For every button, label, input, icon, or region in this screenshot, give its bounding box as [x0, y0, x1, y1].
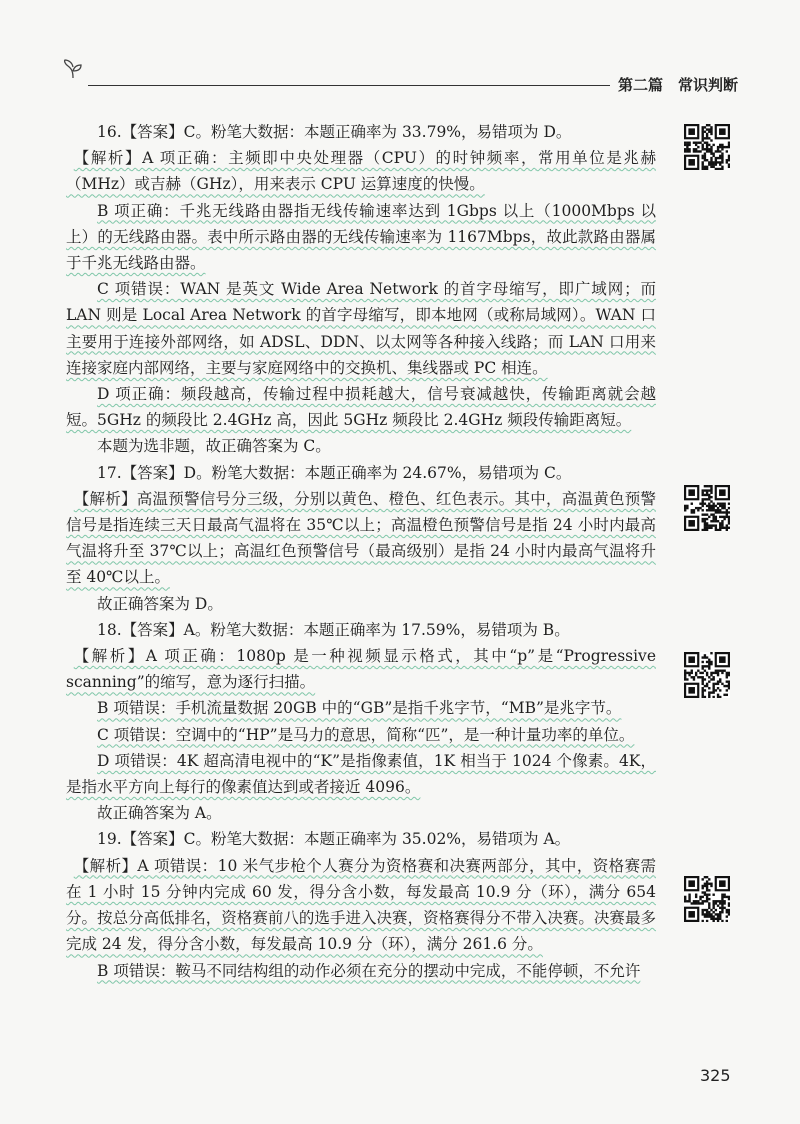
qr-code-icon[interactable] — [684, 485, 730, 531]
option-paragraph — [66, 748, 656, 800]
option-text: C 项错误：WAN 是英文 Wide Area Network 的首字母缩写，即广域网；而 LAN 则是 Local Area Network 的首字母缩写，即本地网（或称局域网）。WAN 口主要用于连接外部网络，如 ADSL、DDN、以太网等各种接入线路；而 LAN 口用来连接家庭内部网络，主要与家庭网络中的交换机、集线器或 PC 相连。 — [66, 280, 656, 377]
qr-code-icon[interactable] — [684, 124, 730, 170]
option-paragraph — [66, 695, 656, 721]
header-rule — [88, 85, 610, 86]
option-paragraph — [66, 198, 656, 277]
conclusion-paragraph: 故正确答案为 D。 — [97, 594, 223, 613]
option-text: B 项错误：鞍马不同结构组的动作必须在充分的摆动中完成，不能停顿，不允许 — [97, 961, 641, 980]
analysis-text: 【解析】高温预警信号分三级，分别以黄色、橙色、红色表示。其中，高温黄色预警信号是指连续三天日最高气温将在 35℃以上；高温橙色预警信号是指 24 小时内最高气温将升至 37℃以上；高温红色预警信号（最高级别）是指 24 小时内最高气温将升至 40℃以上。 — [66, 489, 656, 587]
qr-code-icon[interactable] — [684, 652, 730, 698]
analysis-text: 【解析】A 项正确：主频即中央处理器（CPU）的时钟频率，常用单位是兆赫（MHz）或吉赫（GHz），用来表示 CPU 运算速度的快慢。 — [66, 149, 656, 194]
option-paragraph — [66, 722, 656, 748]
analysis-text: 【解析】A 项正确：1080p 是一种视频显示格式，其中“p”是“Progressive scanning”的缩写，意为逐行扫描。 — [66, 647, 656, 692]
option-text: D 项错误：4K 超高清电视中的“K”是指像素值，1K 相当于 1024 个像素。4K，是指水平方向上每行的像素值达到或者接近 4096。 — [66, 751, 656, 797]
analysis-paragraph — [66, 145, 656, 197]
analysis-paragraph — [66, 486, 656, 591]
answer-line-16: 16.【答案】C。粉笔大数据：本题正确率为 33.79%，易错项为 D。 — [97, 123, 572, 141]
analysis-text: 【解析】A 项错误：10 米气步枪个人赛分为资格赛和决赛两部分，其中，资格赛需在 1 小时 15 分钟内完成 60 发，得分含小数，每发最高 10.9 分（环），满分 654 分。按总分高低排名，资格赛前八的选手进入决赛，资格赛得分不带入决赛。决赛最多完成 24 发，得分含小数，每发最高 10.9 分（环），满分 261.6 分。 — [66, 856, 656, 954]
qr-code-icon[interactable] — [684, 876, 730, 922]
option-text: B 项正确：千兆无线路由器指无线传输速率达到 1Gbps 以上（1000Mbps 以上）的无线路由器。表中所示路由器的无线传输速率为 1167Mbps，故此款路由器属于千兆无线路由器。 — [66, 201, 656, 273]
conclusion-paragraph: 本题为选非题，故正确答案为 C。 — [97, 437, 331, 456]
option-text: D 项正确：频段越高，传输过程中损耗越大，信号衰减越快，传输距离就会越短。5GHz 的频段比 2.4GHz 高，因此 5GHz 频段比 2.4GHz 频段传输距离短。 — [66, 385, 656, 430]
option-text: C 项错误：空调中的“HP”是马力的意思，简称“匹”，是一种计量功率的单位。 — [97, 725, 635, 744]
option-paragraph — [66, 381, 656, 433]
analysis-paragraph — [66, 853, 656, 958]
header-title: 第二篇 常识判断 — [618, 76, 739, 94]
conclusion-paragraph: 故正确答案为 A。 — [97, 804, 222, 823]
option-paragraph — [66, 276, 656, 381]
leaf-sprout-icon — [62, 58, 84, 80]
analysis-paragraph — [66, 643, 656, 695]
answer-line-17: 17.【答案】D。粉笔大数据：本题正确率为 24.67%，易错项为 C。 — [97, 463, 572, 482]
page-number: 325 — [700, 1066, 731, 1085]
option-paragraph — [66, 958, 656, 984]
option-text: B 项错误：手机流量数据 20GB 中的“GB”是指千兆字节，“MB”是兆字节。 — [97, 699, 622, 718]
answer-content — [66, 119, 656, 984]
answer-line-18: 18.【答案】A。粉笔大数据：本题正确率为 17.59%，易错项为 B。 — [97, 620, 570, 639]
answer-line-19: 19.【答案】C。粉笔大数据：本题正确率为 35.02%，易错项为 A。 — [97, 830, 571, 849]
